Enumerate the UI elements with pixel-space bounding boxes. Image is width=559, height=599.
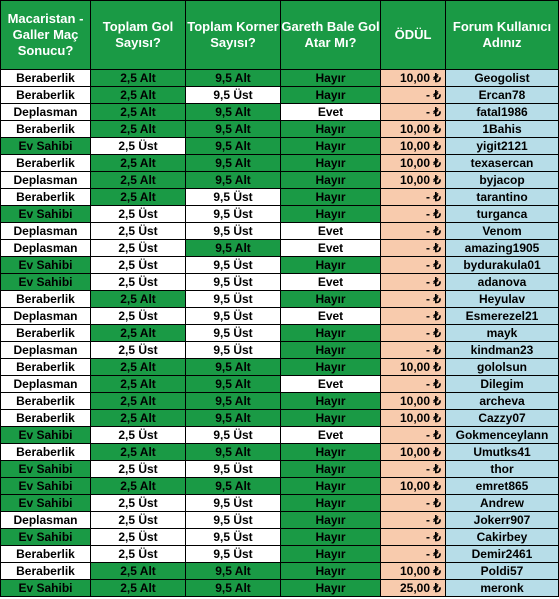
cell-prize: - ₺: [381, 206, 446, 223]
cell-username: Ercan78: [446, 87, 559, 104]
cell-total-corners: 9,5 Alt: [186, 376, 281, 393]
cell-prize: 10,00 ₺: [381, 121, 446, 138]
cell-match-result: Beraberlik: [1, 359, 91, 376]
header-row: [1, 1, 559, 70]
cell-bale-scores: Hayır: [281, 206, 381, 223]
cell-total-goals: 2,5 Üst: [91, 206, 186, 223]
cell-total-corners: 9,5 Üst: [186, 274, 281, 291]
cell-bale-scores: Evet: [281, 223, 381, 240]
cell-total-corners: 9,5 Üst: [186, 308, 281, 325]
cell-username: Heyulav: [446, 291, 559, 308]
cell-prize: - ₺: [381, 529, 446, 546]
cell-username: emret865: [446, 478, 559, 495]
cell-prize: - ₺: [381, 325, 446, 342]
table-row: [1, 308, 559, 325]
header-prize: ÖDÜL: [381, 1, 446, 70]
cell-username: Demir2461: [446, 546, 559, 563]
cell-match-result: Beraberlik: [1, 70, 91, 87]
cell-username: fatal1986: [446, 104, 559, 121]
cell-total-corners: 9,5 Üst: [186, 257, 281, 274]
cell-total-corners: 9,5 Alt: [186, 172, 281, 189]
table-row: [1, 87, 559, 104]
cell-bale-scores: Hayır: [281, 325, 381, 342]
cell-prize: 10,00 ₺: [381, 393, 446, 410]
cell-prize: - ₺: [381, 257, 446, 274]
table-row: [1, 580, 559, 597]
cell-total-corners: 9,5 Üst: [186, 546, 281, 563]
cell-username: Umutks41: [446, 444, 559, 461]
table-row: [1, 70, 559, 87]
cell-total-corners: 9,5 Alt: [186, 70, 281, 87]
header-total-corners: Toplam Korner Sayısı?: [186, 1, 281, 70]
cell-bale-scores: Hayır: [281, 563, 381, 580]
table-row: [1, 257, 559, 274]
cell-match-result: Deplasman: [1, 104, 91, 121]
cell-match-result: Deplasman: [1, 172, 91, 189]
cell-total-goals: 2,5 Üst: [91, 240, 186, 257]
table-row: [1, 121, 559, 138]
cell-bale-scores: Hayır: [281, 172, 381, 189]
cell-total-corners: 9,5 Üst: [186, 325, 281, 342]
cell-match-result: Beraberlik: [1, 393, 91, 410]
cell-prize: 10,00 ₺: [381, 155, 446, 172]
cell-total-goals: 2,5 Üst: [91, 512, 186, 529]
cell-total-corners: 9,5 Alt: [186, 580, 281, 597]
table-row: [1, 546, 559, 563]
cell-match-result: Deplasman: [1, 342, 91, 359]
cell-bale-scores: Hayır: [281, 87, 381, 104]
cell-bale-scores: Evet: [281, 376, 381, 393]
cell-username: Jokerr907: [446, 512, 559, 529]
cell-total-corners: 9,5 Alt: [186, 104, 281, 121]
cell-match-result: Ev Sahibi: [1, 427, 91, 444]
cell-total-corners: 9,5 Üst: [186, 291, 281, 308]
cell-total-corners: 9,5 Alt: [186, 393, 281, 410]
cell-prize: 10,00 ₺: [381, 172, 446, 189]
cell-bale-scores: Hayır: [281, 410, 381, 427]
cell-total-corners: 9,5 Alt: [186, 410, 281, 427]
cell-bale-scores: Evet: [281, 104, 381, 121]
cell-username: texasercan: [446, 155, 559, 172]
cell-match-result: Ev Sahibi: [1, 138, 91, 155]
cell-bale-scores: Hayır: [281, 257, 381, 274]
cell-match-result: Ev Sahibi: [1, 478, 91, 495]
cell-total-goals: 2,5 Alt: [91, 291, 186, 308]
cell-total-goals: 2,5 Alt: [91, 189, 186, 206]
cell-bale-scores: Hayır: [281, 138, 381, 155]
table-row: [1, 155, 559, 172]
table-row: [1, 342, 559, 359]
cell-match-result: Ev Sahibi: [1, 529, 91, 546]
cell-username: archeva: [446, 393, 559, 410]
cell-username: yigit2121: [446, 138, 559, 155]
cell-bale-scores: Hayır: [281, 546, 381, 563]
cell-username: Cazzy07: [446, 410, 559, 427]
cell-total-corners: 9,5 Alt: [186, 563, 281, 580]
cell-prize: - ₺: [381, 495, 446, 512]
table-row: [1, 478, 559, 495]
table-row: [1, 512, 559, 529]
cell-bale-scores: Hayır: [281, 359, 381, 376]
cell-bale-scores: Hayır: [281, 342, 381, 359]
cell-total-goals: 2,5 Üst: [91, 495, 186, 512]
cell-prize: - ₺: [381, 342, 446, 359]
cell-prize: - ₺: [381, 223, 446, 240]
cell-bale-scores: Hayır: [281, 121, 381, 138]
cell-total-goals: 2,5 Üst: [91, 138, 186, 155]
cell-bale-scores: Hayır: [281, 461, 381, 478]
cell-total-corners: 9,5 Üst: [186, 342, 281, 359]
cell-match-result: Beraberlik: [1, 563, 91, 580]
cell-username: adanova: [446, 274, 559, 291]
cell-username: amazing1905: [446, 240, 559, 257]
cell-total-goals: 2,5 Üst: [91, 461, 186, 478]
cell-username: mayk: [446, 325, 559, 342]
cell-prize: 25,00 ₺: [381, 580, 446, 597]
cell-match-result: Deplasman: [1, 512, 91, 529]
cell-total-goals: 2,5 Alt: [91, 393, 186, 410]
cell-bale-scores: Evet: [281, 240, 381, 257]
cell-total-goals: 2,5 Üst: [91, 546, 186, 563]
table-body: [1, 70, 559, 597]
cell-total-goals: 2,5 Üst: [91, 274, 186, 291]
cell-total-corners: 9,5 Üst: [186, 495, 281, 512]
cell-total-goals: 2,5 Üst: [91, 257, 186, 274]
cell-match-result: Beraberlik: [1, 155, 91, 172]
cell-match-result: Deplasman: [1, 308, 91, 325]
cell-prize: - ₺: [381, 427, 446, 444]
cell-total-corners: 9,5 Alt: [186, 155, 281, 172]
cell-prize: - ₺: [381, 546, 446, 563]
cell-username: Cakirbey: [446, 529, 559, 546]
cell-total-goals: 2,5 Alt: [91, 104, 186, 121]
cell-username: Esmerezel21: [446, 308, 559, 325]
cell-bale-scores: Hayır: [281, 478, 381, 495]
cell-total-goals: 2,5 Üst: [91, 529, 186, 546]
cell-username: Geogolist: [446, 70, 559, 87]
cell-match-result: Beraberlik: [1, 410, 91, 427]
cell-bale-scores: Evet: [281, 274, 381, 291]
cell-match-result: Ev Sahibi: [1, 580, 91, 597]
cell-prize: - ₺: [381, 87, 446, 104]
table-row: [1, 223, 559, 240]
cell-match-result: Beraberlik: [1, 121, 91, 138]
cell-username: meronk: [446, 580, 559, 597]
cell-prize: - ₺: [381, 291, 446, 308]
table-header: [1, 1, 559, 70]
cell-total-corners: 9,5 Alt: [186, 138, 281, 155]
cell-bale-scores: Hayır: [281, 495, 381, 512]
table-row: [1, 325, 559, 342]
cell-match-result: Ev Sahibi: [1, 461, 91, 478]
table-row: [1, 376, 559, 393]
cell-bale-scores: Hayır: [281, 189, 381, 206]
cell-prize: - ₺: [381, 240, 446, 257]
table-row: [1, 529, 559, 546]
cell-username: thor: [446, 461, 559, 478]
cell-username: gololsun: [446, 359, 559, 376]
cell-total-corners: 9,5 Üst: [186, 529, 281, 546]
table-row: [1, 138, 559, 155]
table-row: [1, 359, 559, 376]
table-row: [1, 274, 559, 291]
cell-total-corners: 9,5 Üst: [186, 206, 281, 223]
cell-total-goals: 2,5 Alt: [91, 325, 186, 342]
cell-total-corners: 9,5 Alt: [186, 478, 281, 495]
cell-match-result: Beraberlik: [1, 291, 91, 308]
cell-match-result: Beraberlik: [1, 546, 91, 563]
cell-username: Dilegim: [446, 376, 559, 393]
cell-bale-scores: Hayır: [281, 291, 381, 308]
cell-total-goals: 2,5 Alt: [91, 121, 186, 138]
table-row: [1, 291, 559, 308]
cell-match-result: Beraberlik: [1, 87, 91, 104]
cell-total-corners: 9,5 Üst: [186, 512, 281, 529]
cell-match-result: Ev Sahibi: [1, 274, 91, 291]
cell-prize: 10,00 ₺: [381, 359, 446, 376]
cell-total-goals: 2,5 Alt: [91, 410, 186, 427]
table-row: [1, 240, 559, 257]
cell-total-corners: 9,5 Üst: [186, 461, 281, 478]
cell-prize: - ₺: [381, 274, 446, 291]
cell-total-goals: 2,5 Alt: [91, 359, 186, 376]
cell-prize: 10,00 ₺: [381, 138, 446, 155]
cell-bale-scores: Hayır: [281, 70, 381, 87]
cell-total-goals: 2,5 Alt: [91, 580, 186, 597]
cell-bale-scores: Hayır: [281, 512, 381, 529]
cell-total-goals: 2,5 Alt: [91, 87, 186, 104]
cell-total-corners: 9,5 Alt: [186, 444, 281, 461]
cell-username: Gokmenceylann: [446, 427, 559, 444]
cell-username: kindman23: [446, 342, 559, 359]
header-forum-username: Forum Kullanıcı Adınız: [446, 1, 559, 70]
cell-username: turganca: [446, 206, 559, 223]
cell-prize: - ₺: [381, 189, 446, 206]
cell-username: Poldi57: [446, 563, 559, 580]
cell-total-goals: 2,5 Alt: [91, 376, 186, 393]
cell-total-goals: 2,5 Alt: [91, 155, 186, 172]
cell-bale-scores: Hayır: [281, 155, 381, 172]
cell-match-result: Beraberlik: [1, 444, 91, 461]
table-row: [1, 563, 559, 580]
cell-username: Andrew: [446, 495, 559, 512]
cell-match-result: Beraberlik: [1, 325, 91, 342]
cell-total-goals: 2,5 Alt: [91, 563, 186, 580]
cell-match-result: Ev Sahibi: [1, 206, 91, 223]
cell-total-goals: 2,5 Üst: [91, 308, 186, 325]
cell-username: tarantino: [446, 189, 559, 206]
cell-total-corners: 9,5 Üst: [186, 427, 281, 444]
table-row: [1, 172, 559, 189]
cell-username: bydurakula01: [446, 257, 559, 274]
cell-prize: 10,00 ₺: [381, 478, 446, 495]
table-row: [1, 427, 559, 444]
cell-username: Venom: [446, 223, 559, 240]
table-row: [1, 393, 559, 410]
cell-username: byjacop: [446, 172, 559, 189]
cell-total-goals: 2,5 Üst: [91, 427, 186, 444]
table-row: [1, 206, 559, 223]
cell-bale-scores: Hayır: [281, 444, 381, 461]
table-row: [1, 410, 559, 427]
cell-total-corners: 9,5 Alt: [186, 359, 281, 376]
cell-total-corners: 9,5 Alt: [186, 121, 281, 138]
header-total-goals: Toplam Gol Sayısı?: [91, 1, 186, 70]
cell-bale-scores: Hayır: [281, 580, 381, 597]
cell-bale-scores: Evet: [281, 427, 381, 444]
cell-match-result: Ev Sahibi: [1, 495, 91, 512]
cell-match-result: Beraberlik: [1, 189, 91, 206]
cell-match-result: Deplasman: [1, 223, 91, 240]
cell-prize: - ₺: [381, 376, 446, 393]
cell-total-corners: 9,5 Üst: [186, 223, 281, 240]
cell-prize: 10,00 ₺: [381, 444, 446, 461]
cell-prize: 10,00 ₺: [381, 410, 446, 427]
cell-prize: 10,00 ₺: [381, 563, 446, 580]
cell-total-goals: 2,5 Alt: [91, 478, 186, 495]
cell-total-goals: 2,5 Üst: [91, 223, 186, 240]
header-bale-scores: Gareth Bale Gol Atar Mı?: [281, 1, 381, 70]
cell-bale-scores: Hayır: [281, 529, 381, 546]
cell-total-goals: 2,5 Alt: [91, 172, 186, 189]
cell-total-corners: 9,5 Üst: [186, 87, 281, 104]
cell-total-corners: 9,5 Alt: [186, 240, 281, 257]
cell-prize: - ₺: [381, 461, 446, 478]
cell-total-goals: 2,5 Alt: [91, 70, 186, 87]
cell-total-goals: 2,5 Üst: [91, 342, 186, 359]
table-row: [1, 461, 559, 478]
cell-match-result: Deplasman: [1, 376, 91, 393]
table-row: [1, 104, 559, 121]
cell-prize: - ₺: [381, 308, 446, 325]
cell-match-result: Ev Sahibi: [1, 257, 91, 274]
cell-prize: - ₺: [381, 512, 446, 529]
cell-bale-scores: Hayır: [281, 393, 381, 410]
table-row: [1, 495, 559, 512]
cell-bale-scores: Evet: [281, 308, 381, 325]
table-row: [1, 189, 559, 206]
cell-username: 1Bahis: [446, 121, 559, 138]
cell-prize: - ₺: [381, 104, 446, 121]
cell-total-corners: 9,5 Üst: [186, 189, 281, 206]
cell-match-result: Deplasman: [1, 240, 91, 257]
cell-total-goals: 2,5 Alt: [91, 444, 186, 461]
table-row: [1, 444, 559, 461]
cell-prize: 10,00 ₺: [381, 70, 446, 87]
header-match-result: Macaristan - Galler Maç Sonucu?: [1, 1, 91, 70]
